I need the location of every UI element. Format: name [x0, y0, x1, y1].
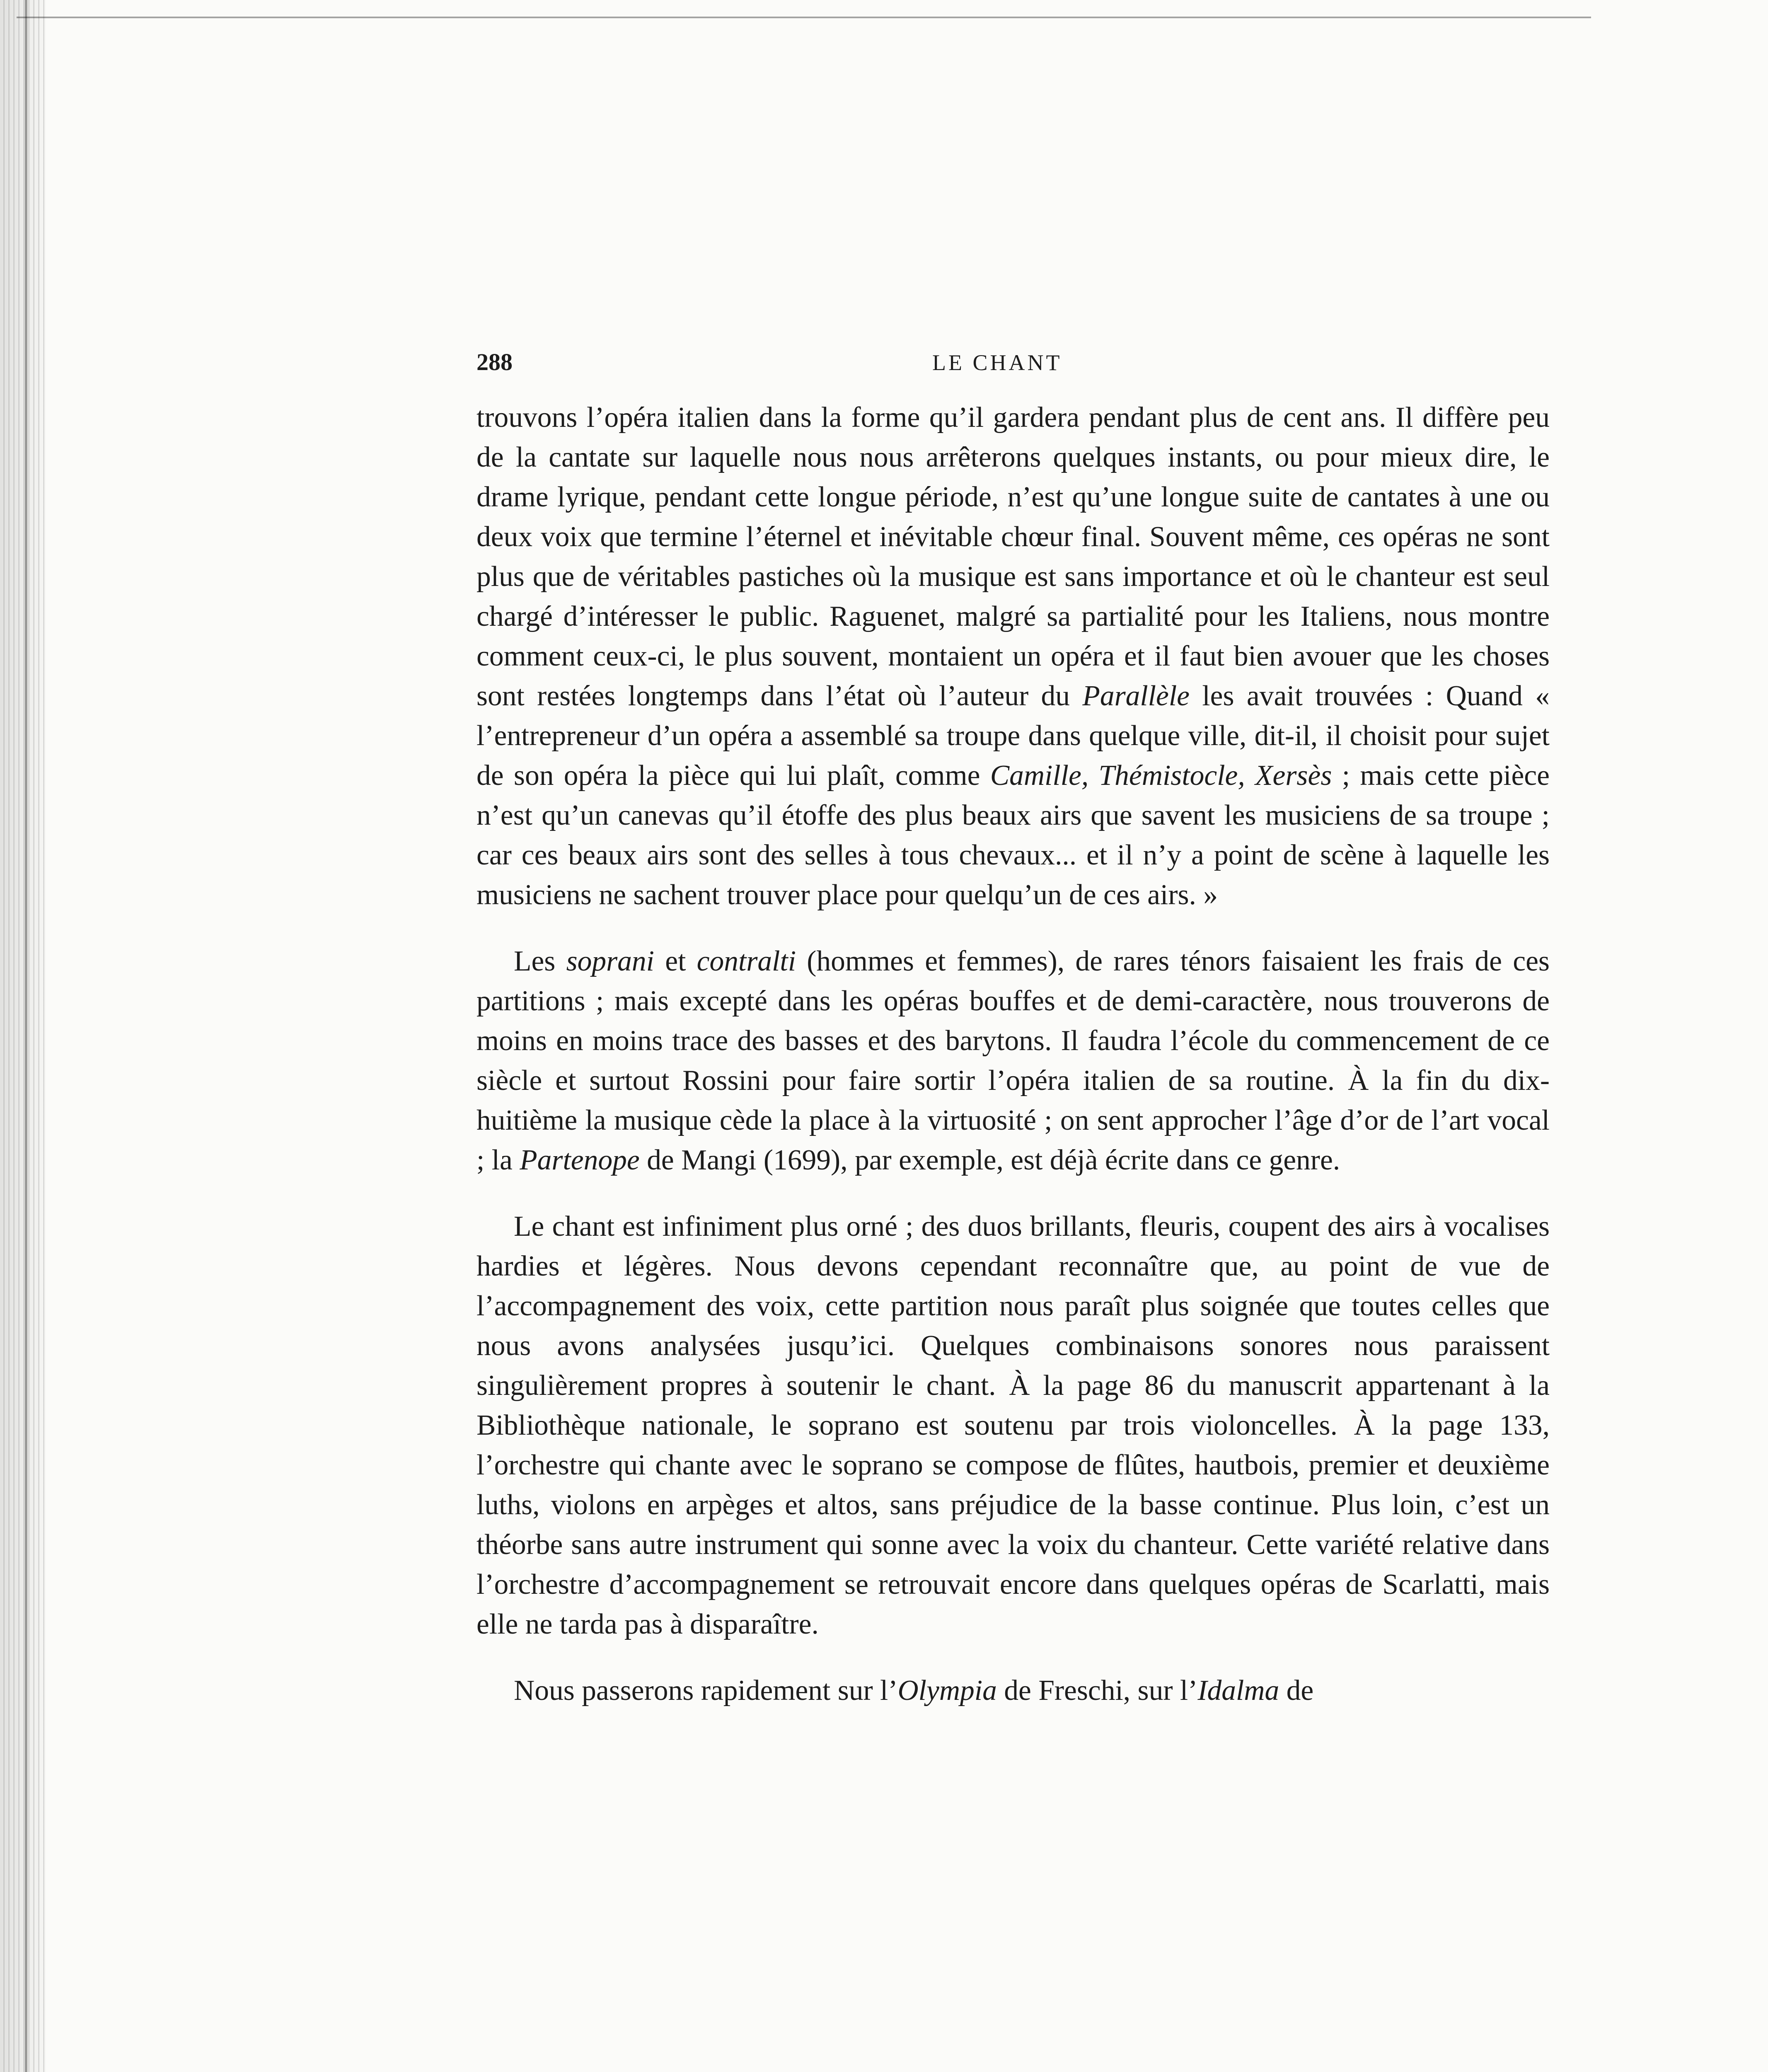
text-run: Les: [514, 945, 566, 977]
binding-edge: [0, 0, 46, 2072]
text-run: et: [654, 945, 697, 977]
italic-run: soprani: [566, 945, 654, 977]
paragraph-1: [476, 398, 1550, 915]
paragraph-4: [476, 1671, 1550, 1711]
paragraph-3: [476, 1207, 1550, 1644]
page-header: [476, 348, 1554, 385]
italic-run: Olympia: [897, 1675, 997, 1706]
italic-run: Camille, Thémistocle, Xersès: [990, 760, 1332, 792]
italic-run: Partenope: [520, 1144, 640, 1176]
text-run: les avait trouvées : Quand « l’entrepreneur d’un opéra a assemblé sa troupe dans quelque ville, dit-il, il choisit pour sujet de son opéra la pièce qui lui plaît, comme: [476, 680, 1550, 792]
body-text: [476, 398, 1550, 1711]
running-head: LE CHANT: [932, 350, 1062, 375]
text-run: ; mais cette pièce n’est qu’un canevas qu’il étoffe des plus beaux airs que savent les musiciens de sa troupe ; car ces beaux airs sont des selles à tous chevaux... et il n’y a point de scène à laquelle les musiciens ne sachent trouver place pour quelqu’un de ces airs. »: [476, 760, 1550, 911]
text-run: de Freschi, sur l’: [996, 1675, 1198, 1706]
text-run: Le chant est infiniment plus orné ; des duos brillants, fleuris, coupent des airs à vocalises hardies et légères. Nous devons cependant reconnaître que, au point de vue de l’accompagnement des voix, cette partition nous paraît plus soignée que toutes celles que nous avons analysées jusqu’ici. Quelques combinaisons sonores nous paraissent singulièrement propres à soutenir le chant. À la page 86 du manuscrit appartenant à la Bibliothèque nationale, le soprano est soutenu par trois violoncelles. À la page 133, l’orchestre qui chante avec le soprano se compose de flûtes, hautbois, premier et deuxième luths, violons en arpèges et altos, sans préjudice de la basse continue. Plus loin, c’est un théorbe sans autre instrument qui sonne avec la voix du chanteur. Cette variété relative dans l’orchestre d’accompagnement se retrouvait encore dans quelques opéras de Scarlatti, mais elle ne tarda pas à disparaître.: [476, 1210, 1550, 1640]
text-run: Nous passerons rapidement sur l’: [514, 1675, 898, 1706]
binding-line: [25, 0, 27, 2072]
paragraph-2: [476, 942, 1550, 1180]
italic-run: contralti: [697, 945, 796, 977]
text-run: trouvons l’opéra italien dans la forme qu’il gardera pendant plus de cent ans. Il diffère peu de la cantate sur laquelle nous nous arrêterons quelques instants, ou pour mieux dire, le drame lyrique, pendant cette longue période, n’est qu’une longue suite de cantates à une ou deux voix que termine l’éternel et inévitable chœur final. Souvent même, ces opéras ne sont plus que de véritables pastiches où la musique est sans importance et où le chanteur est seul chargé d’intéresser le public. Raguenet, malgré sa partialité pour les Italiens, nous montre comment ceux-ci, le plus souvent, montaient un opéra et il faut bien avouer que les choses sont restées longtemps dans l’état où l’auteur du: [476, 402, 1550, 712]
text-run: de: [1279, 1675, 1314, 1706]
top-edge-rule: [17, 17, 1591, 18]
text-run: (hommes et femmes), de rares ténors faisaient les frais de ces partitions ; mais excepté dans les opéras bouffes et de demi-caractère, nous trouverons de moins en moins trace des basses et des barytons. Il faudra l’école du commencement de ce siècle et surtout Rossini pour faire sortir l’opéra italien de sa routine. À la fin du dix-huitième la musique cède la place à la virtuosité ; on sent approcher l’âge d’or de l’art vocal ; la: [476, 945, 1550, 1176]
text-run: de Mangi (1699), par exemple, est déjà écrite dans ce genre.: [639, 1144, 1340, 1176]
page-number: 288: [476, 349, 513, 375]
italic-run: Idalma: [1197, 1675, 1279, 1706]
italic-run: Parallèle: [1082, 680, 1190, 712]
